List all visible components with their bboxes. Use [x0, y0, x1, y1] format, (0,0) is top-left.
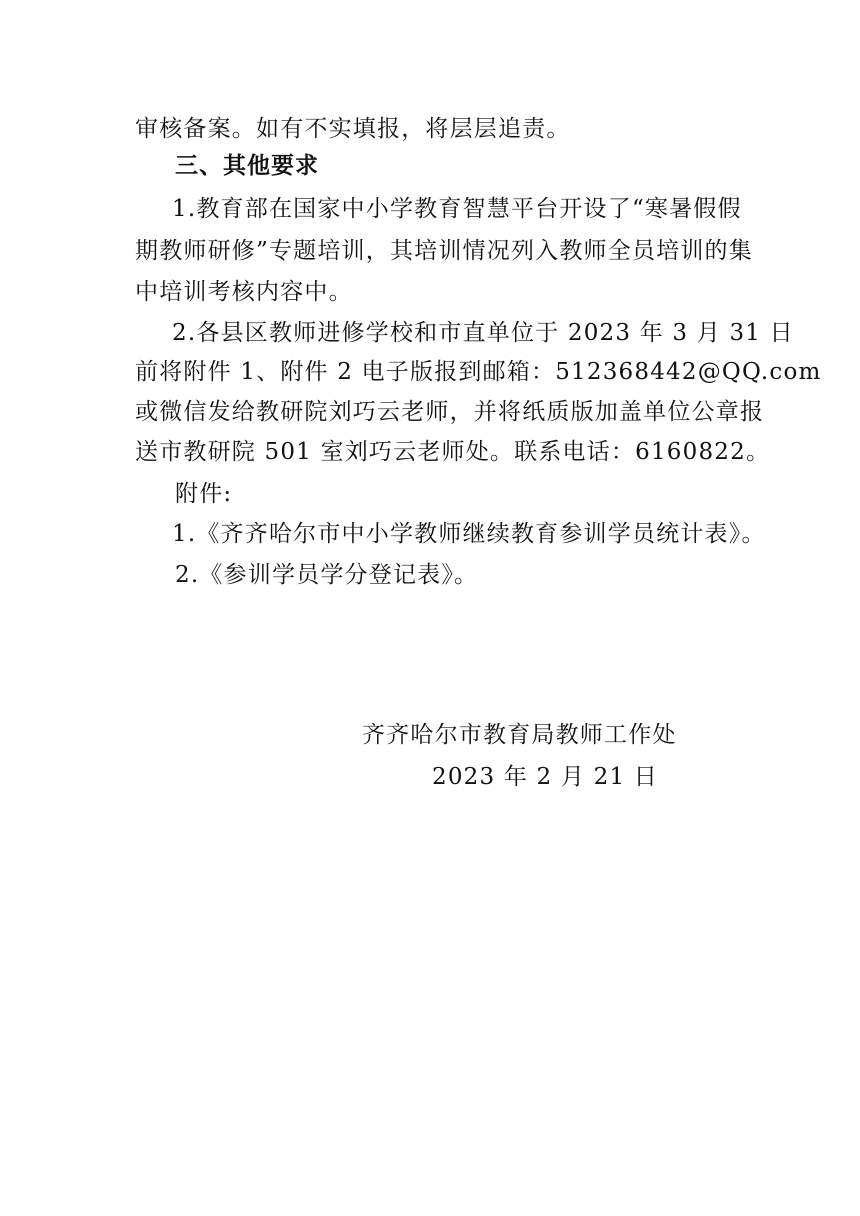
- item-1-line-2: 期教师研修”专题培训，其培训情况列入教师全员培训的集: [135, 238, 753, 264]
- item-1-line-3: 中培训考核内容中。: [135, 279, 353, 305]
- signature-organization: 齐齐哈尔市教育局教师工作处: [362, 722, 677, 748]
- paragraph-line-continuation: 审核备案。如有不实填报，将层层追责。: [135, 116, 571, 142]
- item-2-line-1: 2.各县区教师进修学校和市直单位于 2023 年 3 月 31 日: [172, 320, 794, 346]
- section-heading-other-requirements: 三、其他要求: [175, 153, 319, 179]
- item-1-line-1: 1.教育部在国家中小学教育智慧平台开设了“寒暑假假: [172, 196, 742, 222]
- item-2-line-3: 或微信发给教研院刘巧云老师，并将纸质版加盖单位公章报: [135, 399, 765, 425]
- attachment-1: 1.《齐齐哈尔市中小学教师继续教育参训学员统计表》。: [172, 521, 766, 547]
- signature-date: 2023 年 2 月 21 日: [432, 764, 658, 790]
- attachment-2: 2.《参训学员学分登记表》。: [175, 562, 479, 588]
- item-2-line-2: 前将附件 1、附件 2 电子版报到邮箱：512368442@QQ.com: [135, 359, 822, 385]
- item-2-line-4: 送市教研院 501 室刘巧云老师处。联系电话：6160822。: [135, 439, 771, 465]
- attachments-label: 附件:: [175, 481, 233, 507]
